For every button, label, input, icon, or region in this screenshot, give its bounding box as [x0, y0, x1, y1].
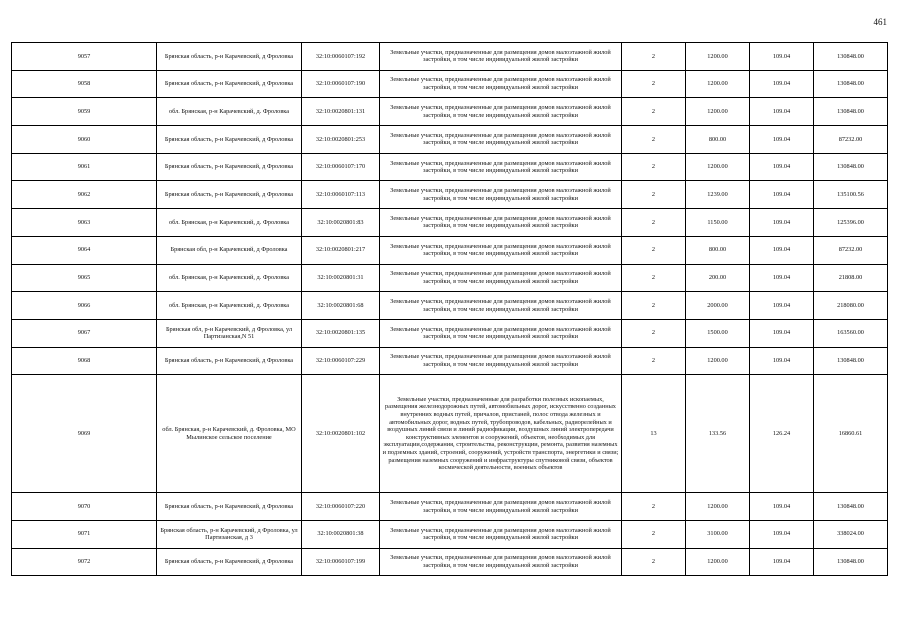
land-use-cell: Земельные участки, предназначенные для размещения домов малоэтажной жилой застройки, в том числе индивидуальной жилой застройки [380, 493, 622, 521]
row-number-cell: 9058 [12, 70, 157, 98]
cadastral-number-cell: 32:10:0020801:131 [302, 98, 380, 126]
table-row [12, 126, 888, 154]
land-use-cell: Земельные участки, предназначенные для размещения домов малоэтажной жилой застройки, в том числе индивидуальной жилой застройки [380, 520, 622, 548]
cadastral-number-cell: 32:10:0020801:253 [302, 126, 380, 154]
group-cell: 2 [622, 126, 686, 154]
land-use-cell: Земельные участки, предназначенные для размещения домов малоэтажной жилой застройки, в том числе индивидуальной жилой застройки [380, 153, 622, 181]
rate-cell: 109.04 [750, 236, 814, 264]
cadastral-value-cell: 130848.00 [814, 70, 888, 98]
cadastral-value-cell: 163560.00 [814, 319, 888, 347]
rate-cell: 109.04 [750, 153, 814, 181]
rate-cell: 109.04 [750, 520, 814, 548]
area-cell: 800.00 [686, 236, 750, 264]
land-use-cell: Земельные участки, предназначенные для размещения домов малоэтажной жилой застройки, в том числе индивидуальной жилой застройки [380, 347, 622, 375]
row-number-cell: 9068 [12, 347, 157, 375]
area-cell: 1239.00 [686, 181, 750, 209]
area-cell: 2000.00 [686, 292, 750, 320]
rate-cell: 109.04 [750, 347, 814, 375]
rate-cell: 109.04 [750, 209, 814, 237]
address-cell: Брянская область, р-н Карачевский, д Фроловка [157, 493, 302, 521]
area-cell: 133.56 [686, 375, 750, 493]
land-use-cell: Земельные участки, предназначенные для размещения домов малоэтажной жилой застройки, в том числе индивидуальной жилой застройки [380, 181, 622, 209]
area-cell: 1200.00 [686, 347, 750, 375]
area-cell: 800.00 [686, 126, 750, 154]
address-cell: Брянская область, р-н Карачевский, д Фроловка [157, 153, 302, 181]
land-use-cell: Земельные участки, предназначенные для размещения домов малоэтажной жилой застройки, в том числе индивидуальной жилой застройки [380, 548, 622, 576]
cadastral-value-cell: 130848.00 [814, 98, 888, 126]
land-use-cell: Земельные участки, предназначенные для размещения домов малоэтажной жилой застройки, в том числе индивидуальной жилой застройки [380, 126, 622, 154]
cadastral-value-cell: 130848.00 [814, 493, 888, 521]
cadastral-number-cell: 32:10:0060107:199 [302, 548, 380, 576]
area-cell: 1200.00 [686, 98, 750, 126]
rate-cell: 109.04 [750, 319, 814, 347]
land-use-cell: Земельные участки, предназначенные для размещения домов малоэтажной жилой застройки, в том числе индивидуальной жилой застройки [380, 43, 622, 71]
rate-cell: 109.04 [750, 70, 814, 98]
group-cell: 2 [622, 153, 686, 181]
group-cell: 2 [622, 209, 686, 237]
cadastral-number-cell: 32:10:0020801:135 [302, 319, 380, 347]
page-number: 461 [873, 17, 887, 27]
cadastral-value-cell: 338024.00 [814, 520, 888, 548]
row-number-cell: 9072 [12, 548, 157, 576]
land-use-cell: Земельные участки, предназначенные для размещения домов малоэтажной жилой застройки, в том числе индивидуальной жилой застройки [380, 70, 622, 98]
row-number-cell: 9065 [12, 264, 157, 292]
table-row [12, 70, 888, 98]
address-cell: обл. Брянская, р-н Карачевский, д. Фроловка [157, 98, 302, 126]
cadastral-number-cell: 32:10:0060107:190 [302, 70, 380, 98]
row-number-cell: 9071 [12, 520, 157, 548]
land-use-cell: Земельные участки, предназначенные для размещения домов малоэтажной жилой застройки, в том числе индивидуальной жилой застройки [380, 236, 622, 264]
table-row [12, 548, 888, 576]
cadastral-number-cell: 32:10:0020801:38 [302, 520, 380, 548]
address-cell: Брянская область, р-н Карачевский, д Фроловка [157, 43, 302, 71]
cadastral-number-cell: 32:10:0060107:113 [302, 181, 380, 209]
area-cell: 1200.00 [686, 548, 750, 576]
table-row [12, 43, 888, 71]
address-cell: Брянская область, р-н Карачевский, д Фроловка, ул Партизанская, д 3 [157, 520, 302, 548]
cadastral-number-cell: 32:10:0060107:229 [302, 347, 380, 375]
cadastral-number-cell: 32:10:0060107:192 [302, 43, 380, 71]
rate-cell: 109.04 [750, 181, 814, 209]
table-row [12, 292, 888, 320]
table-row [12, 319, 888, 347]
land-use-cell: Земельные участки, предназначенные для размещения домов малоэтажной жилой застройки, в том числе индивидуальной жилой застройки [380, 98, 622, 126]
address-cell: Брянская обл, р-н Карачевский, д Фроловка [157, 236, 302, 264]
rate-cell: 109.04 [750, 548, 814, 576]
rate-cell: 109.04 [750, 126, 814, 154]
group-cell: 2 [622, 181, 686, 209]
cadastral-value-cell: 21808.00 [814, 264, 888, 292]
group-cell: 13 [622, 375, 686, 493]
area-cell: 1150.00 [686, 209, 750, 237]
cadastral-number-cell: 32:10:0020801:102 [302, 375, 380, 493]
row-number-cell: 9062 [12, 181, 157, 209]
group-cell: 2 [622, 70, 686, 98]
table-row [12, 520, 888, 548]
area-cell: 1200.00 [686, 493, 750, 521]
area-cell: 200.00 [686, 264, 750, 292]
address-cell: Брянская область, р-н Карачевский, д Фроловка [157, 181, 302, 209]
land-use-cell: Земельные участки, предназначенные для размещения домов малоэтажной жилой застройки, в том числе индивидуальной жилой застройки [380, 292, 622, 320]
table-row [12, 236, 888, 264]
address-cell: Брянская область, р-н Карачевский, д Фроловка [157, 548, 302, 576]
address-cell: обл. Брянская, р-н Карачевский, д. Фроловка [157, 292, 302, 320]
cadastral-value-cell: 87232.00 [814, 126, 888, 154]
land-use-cell: Земельные участки, предназначенные для разработки полезных ископаемых, размещения железнодорожных путей, автомобильных дорог, искусственно созданных внутренних водных путей, причалов, пристаней, полос отвода железных и автомобильных дорог, водных путей, трубопроводов, кабельных, радиорелейных и воздушных линий связи и линий радиофикации, воздушных линий электропередачи конструктивных элементов и сооружений, объектов, необходимых для эксплуатации,содержания, строительства, реконструкции, ремонта, развития наземных и подземных зданий, строений, сооружений, устройств транспорта, энергетики и связи; размещения наземных сооружений и инфраструктуры спутниковой связи, объектов космической деятельности, военных объектов [380, 375, 622, 493]
group-cell: 2 [622, 43, 686, 71]
table-row [12, 98, 888, 126]
cadastral-number-cell: 32:10:0060107:220 [302, 493, 380, 521]
group-cell: 2 [622, 292, 686, 320]
table-row [12, 493, 888, 521]
cadastral-number-cell: 32:10:0020801:31 [302, 264, 380, 292]
cadastral-value-cell: 130848.00 [814, 347, 888, 375]
table-row [12, 153, 888, 181]
group-cell: 2 [622, 264, 686, 292]
group-cell: 2 [622, 98, 686, 126]
table-row [12, 375, 888, 493]
table-row [12, 181, 888, 209]
group-cell: 2 [622, 548, 686, 576]
row-number-cell: 9059 [12, 98, 157, 126]
table-row [12, 347, 888, 375]
group-cell: 2 [622, 319, 686, 347]
land-use-cell: Земельные участки, предназначенные для размещения домов малоэтажной жилой застройки, в том числе индивидуальной жилой застройки [380, 264, 622, 292]
cadastral-value-cell: 87232.00 [814, 236, 888, 264]
rate-cell: 109.04 [750, 264, 814, 292]
cadastral-value-cell: 218080.00 [814, 292, 888, 320]
table-row [12, 209, 888, 237]
address-cell: Брянская область, р-н Карачевский, д Фроловка [157, 347, 302, 375]
cadastral-value-cell: 130848.00 [814, 153, 888, 181]
cadastral-number-cell: 32:10:0060107:170 [302, 153, 380, 181]
group-cell: 2 [622, 347, 686, 375]
address-cell: обл. Брянская, р-н Карачевский, д. Фроловка [157, 264, 302, 292]
cadastral-number-cell: 32:10:0020801:83 [302, 209, 380, 237]
cadastral-value-cell: 130848.00 [814, 43, 888, 71]
group-cell: 2 [622, 493, 686, 521]
cadastral-number-cell: 32:10:0020801:217 [302, 236, 380, 264]
rate-cell: 109.04 [750, 43, 814, 71]
cadastral-value-cell: 135100.56 [814, 181, 888, 209]
area-cell: 3100.00 [686, 520, 750, 548]
land-registry-table [11, 42, 888, 576]
row-number-cell: 9064 [12, 236, 157, 264]
address-cell: обл. Брянская, р-н Карачевский, д. Фроловка [157, 209, 302, 237]
group-cell: 2 [622, 236, 686, 264]
rate-cell: 109.04 [750, 98, 814, 126]
table-row [12, 264, 888, 292]
cadastral-value-cell: 125396.00 [814, 209, 888, 237]
area-cell: 1200.00 [686, 70, 750, 98]
row-number-cell: 9060 [12, 126, 157, 154]
row-number-cell: 9067 [12, 319, 157, 347]
row-number-cell: 9057 [12, 43, 157, 71]
cadastral-value-cell: 130848.00 [814, 548, 888, 576]
land-use-cell: Земельные участки, предназначенные для размещения домов малоэтажной жилой застройки, в том числе индивидуальной жилой застройки [380, 319, 622, 347]
group-cell: 2 [622, 520, 686, 548]
land-use-cell: Земельные участки, предназначенные для размещения домов малоэтажной жилой застройки, в том числе индивидуальной жилой застройки [380, 209, 622, 237]
rate-cell: 109.04 [750, 292, 814, 320]
address-cell: Брянская область, р-н Карачевский, д Фроловка [157, 70, 302, 98]
cadastral-value-cell: 16860.61 [814, 375, 888, 493]
cadastral-number-cell: 32:10:0020801:68 [302, 292, 380, 320]
table-body [12, 43, 888, 576]
area-cell: 1200.00 [686, 43, 750, 71]
address-cell: обл. Брянская, р-н Карачевский, д. Фроловка, МО Мылинское сельское поселение [157, 375, 302, 493]
area-cell: 1200.00 [686, 153, 750, 181]
address-cell: Брянская область, р-н Карачевский, д Фроловка [157, 126, 302, 154]
row-number-cell: 9070 [12, 493, 157, 521]
row-number-cell: 9063 [12, 209, 157, 237]
row-number-cell: 9066 [12, 292, 157, 320]
area-cell: 1500.00 [686, 319, 750, 347]
address-cell: Брянская обл, р-н Карачевский, д Фроловка, ул Партизанская,N 51 [157, 319, 302, 347]
row-number-cell: 9061 [12, 153, 157, 181]
rate-cell: 126.24 [750, 375, 814, 493]
rate-cell: 109.04 [750, 493, 814, 521]
row-number-cell: 9069 [12, 375, 157, 493]
